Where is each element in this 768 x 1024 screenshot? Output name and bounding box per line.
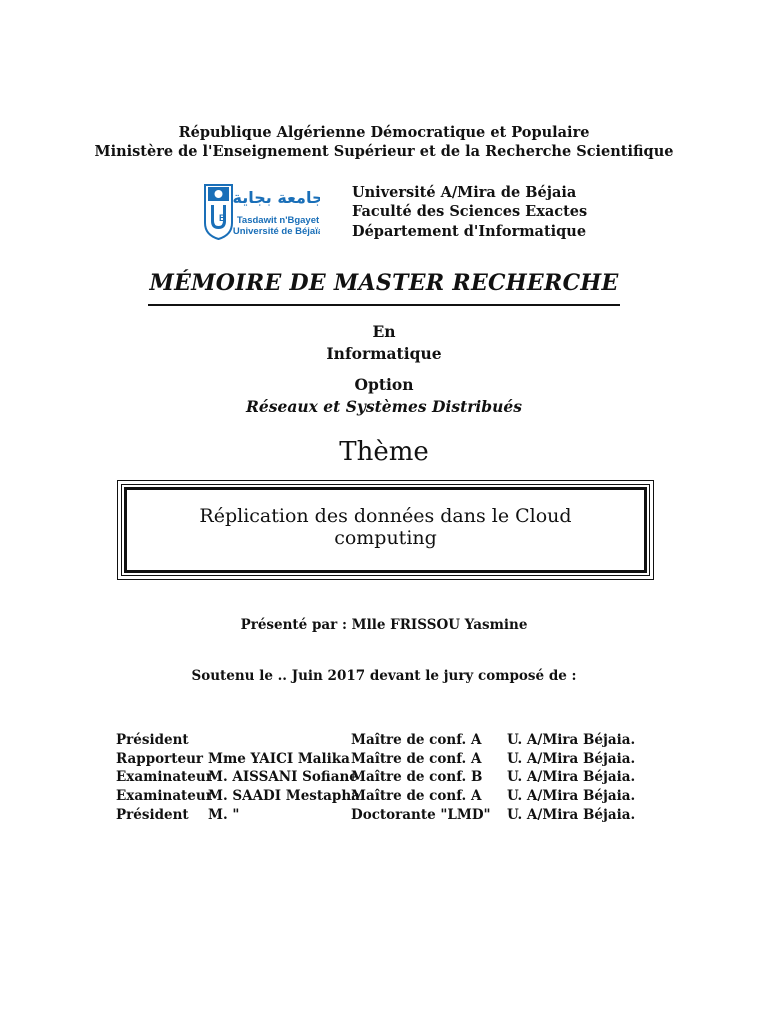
jury-grade: Maître de conf. B [351, 769, 483, 785]
page-title: MÉMOIRE DE MASTER RECHERCHE [149, 270, 619, 296]
jury-row [0, 769, 768, 788]
theme-title-line1: Réplication des données dans le Cloud [199, 505, 572, 527]
ministry-line: Ministère de l'Enseignement Supérieur et de la Recherche Scientifique [94, 143, 674, 160]
jury-row [0, 807, 768, 826]
jury-grade: Maître de conf. A [351, 732, 482, 748]
jury-name: M. " [208, 807, 240, 823]
jury-university: U. A/Mira Béjaia. [507, 769, 636, 785]
jury-role: Examinateur [116, 788, 213, 804]
logo-line1: Tasdawit n'Bgayet [236, 215, 320, 226]
defense-line: Soutenu le .. Juin 2017 devant le jury composé de : [191, 668, 577, 684]
presented-by: Présenté par : Mlle FRISSOU Yasmine [240, 617, 528, 633]
jury-row [0, 788, 768, 807]
jury-grade: Maître de conf. A [351, 788, 482, 804]
jury-row [0, 751, 768, 770]
republic-line: République Algérienne Démocratique et Populaire [178, 124, 590, 141]
field-value: Informatique [326, 344, 442, 363]
university-logo [202, 181, 320, 241]
logo-line2: Université de Béjaïa [232, 226, 320, 237]
jury-role: Président [116, 807, 189, 823]
jury-university: U. A/Mira Béjaia. [507, 751, 636, 767]
jury-row [0, 732, 768, 751]
university-name: Université A/Mira de Béjaia [352, 184, 577, 201]
option-value: Réseaux et Systèmes Distribués [246, 397, 522, 416]
jury-name: Mme YAICI Malika [208, 751, 350, 767]
jury-university: U. A/Mira Béjaia. [507, 732, 636, 748]
jury-name: M. SAADI Mestapha [208, 788, 360, 804]
option-label: Option [354, 375, 414, 394]
department-name: Département d'Informatique [352, 223, 587, 240]
logo-arabic-text: جامعة بجاية [232, 188, 320, 207]
jury-grade: Maître de conf. A [351, 751, 482, 767]
jury-grade: Doctorante "LMD" [351, 807, 491, 823]
jury-role: Rapporteur [116, 751, 204, 767]
jury-role: Examinateur [116, 769, 213, 785]
jury-role: Président [116, 732, 189, 748]
faculty-name: Faculté des Sciences Exactes [352, 203, 588, 220]
svg-text:B: B [219, 213, 226, 223]
field-en-label: En [372, 322, 396, 341]
title-underline [148, 304, 620, 306]
jury-university: U. A/Mira Béjaia. [507, 807, 636, 823]
theme-heading: Thème [339, 437, 429, 467]
theme-title [124, 505, 647, 549]
jury-university: U. A/Mira Béjaia. [507, 788, 636, 804]
jury-name: M. AISSANI Sofiane [208, 769, 358, 785]
theme-title-line2: computing [334, 527, 437, 549]
